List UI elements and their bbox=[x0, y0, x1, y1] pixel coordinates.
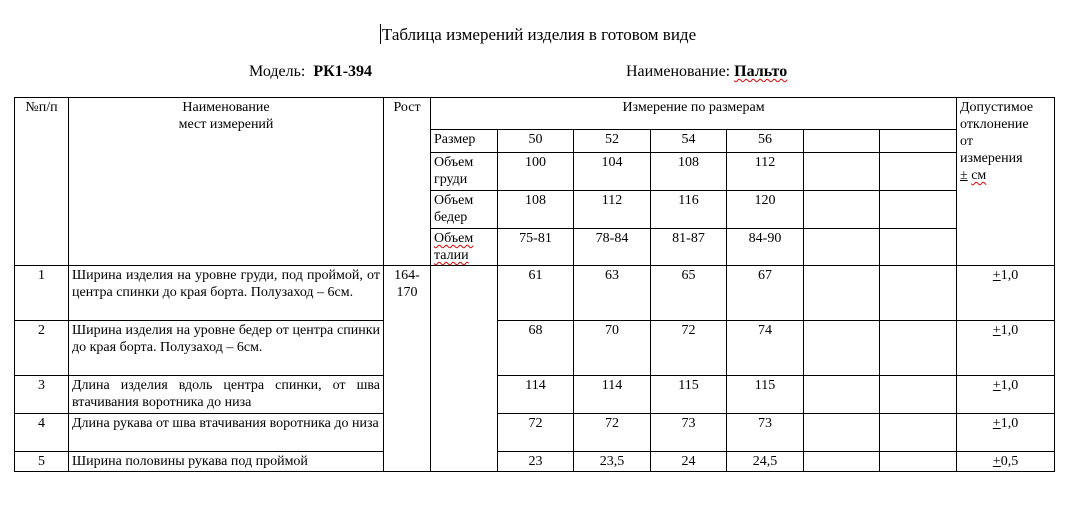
row-value: 115 bbox=[727, 376, 804, 414]
row-name: Ширина половины рукава под проймой bbox=[69, 452, 384, 472]
hips-value: 116 bbox=[651, 191, 727, 229]
hips-row-label: Объем бедер bbox=[431, 191, 498, 229]
empty-cell bbox=[804, 229, 880, 266]
header-place-line1: Наименование bbox=[182, 100, 270, 115]
row-name: Ширина изделия на уровне груди, под проймой, от центра спинки до края борта. Полузаход – 6см. bbox=[69, 266, 384, 321]
model-value: РК1-394 bbox=[313, 63, 373, 80]
row-tolerance bbox=[957, 321, 1055, 376]
row-name: Ширина изделия на уровне бедер от центра спинки до края борта. Полузаход – 6см. bbox=[69, 321, 384, 376]
row-tolerance bbox=[957, 452, 1055, 472]
row-tolerance bbox=[957, 376, 1055, 414]
row-value: 114 bbox=[498, 376, 574, 414]
row-value: 67 bbox=[727, 266, 804, 321]
empty-cell bbox=[804, 266, 880, 321]
empty-cell bbox=[880, 414, 957, 452]
header-tol-line2: отклонение bbox=[960, 117, 1029, 132]
waist-value: 84-90 bbox=[727, 229, 804, 266]
waist-value: 78-84 bbox=[574, 229, 651, 266]
row-value: 23,5 bbox=[574, 452, 651, 472]
tol-sign: + bbox=[992, 416, 1001, 431]
hips-value: 120 bbox=[727, 191, 804, 229]
row-name: Длина изделия вдоль центра спинки, от шва втачивания воротника до низа bbox=[69, 376, 384, 414]
chest-value: 108 bbox=[651, 153, 727, 191]
tol-sign: + bbox=[992, 454, 1001, 469]
chest-value: 104 bbox=[574, 153, 651, 191]
row-tolerance bbox=[957, 414, 1055, 452]
size-value: 50 bbox=[498, 130, 574, 153]
empty-cell bbox=[804, 191, 880, 229]
measurements-table bbox=[14, 97, 1055, 472]
row-value: 74 bbox=[727, 321, 804, 376]
header-sizes: Измерение по размерам bbox=[431, 98, 957, 130]
row-value: 73 bbox=[727, 414, 804, 452]
header-num: №п/п bbox=[15, 98, 69, 266]
tol-value: 1,0 bbox=[1000, 268, 1019, 283]
row-value: 23 bbox=[498, 452, 574, 472]
row-num: 2 bbox=[15, 321, 69, 376]
document-title bbox=[0, 24, 1076, 45]
chest-value: 100 bbox=[498, 153, 574, 191]
row-num: 3 bbox=[15, 376, 69, 414]
empty-cell bbox=[804, 153, 880, 191]
header-tol-pm: ± bbox=[960, 168, 968, 183]
hips-value: 108 bbox=[498, 191, 574, 229]
size-row-label: Размер bbox=[431, 130, 498, 153]
name-value: Пальто bbox=[734, 63, 788, 80]
table-row bbox=[15, 414, 1055, 452]
row-value: 70 bbox=[574, 321, 651, 376]
title-text: Таблица измерений изделия в готовом виде bbox=[381, 25, 697, 44]
tol-value: 1,0 bbox=[1000, 378, 1019, 393]
row-num: 4 bbox=[15, 414, 69, 452]
header-tolerance bbox=[957, 98, 1055, 266]
tol-sign: + bbox=[992, 378, 1001, 393]
row-value: 68 bbox=[498, 321, 574, 376]
empty-cell bbox=[880, 266, 957, 321]
empty-cell bbox=[880, 191, 957, 229]
name-line bbox=[626, 63, 787, 81]
chest-value: 112 bbox=[727, 153, 804, 191]
model-line bbox=[249, 63, 372, 81]
text-cursor bbox=[380, 24, 381, 44]
header-height: Рост bbox=[384, 98, 431, 266]
name-label: Наименование: bbox=[626, 63, 731, 80]
header-tol-line1: Допустимое bbox=[960, 100, 1034, 115]
row-value: 72 bbox=[574, 414, 651, 452]
empty-cell bbox=[804, 376, 880, 414]
row-value: 114 bbox=[574, 376, 651, 414]
row-value: 65 bbox=[651, 266, 727, 321]
size-value: 56 bbox=[727, 130, 804, 153]
empty-cell bbox=[880, 229, 957, 266]
chest-row-label: Объем груди bbox=[431, 153, 498, 191]
empty-cell bbox=[880, 376, 957, 414]
waist-value: 81-87 bbox=[651, 229, 727, 266]
empty-cell bbox=[804, 452, 880, 472]
row-value: 72 bbox=[651, 321, 727, 376]
header-place bbox=[69, 98, 384, 266]
waist-label-text: Объем талии bbox=[434, 231, 474, 263]
header-place-line2: мест измерений bbox=[178, 117, 274, 132]
waist-value: 75-81 bbox=[498, 229, 574, 266]
row-value: 61 bbox=[498, 266, 574, 321]
empty-cell bbox=[880, 452, 957, 472]
row-num: 1 bbox=[15, 266, 69, 321]
table-row bbox=[15, 266, 1055, 321]
row-value: 63 bbox=[574, 266, 651, 321]
empty-cell bbox=[880, 153, 957, 191]
row-value: 24 bbox=[651, 452, 727, 472]
empty-cell bbox=[880, 130, 957, 153]
empty-cell bbox=[880, 321, 957, 376]
table-row bbox=[15, 376, 1055, 414]
row-value: 24,5 bbox=[727, 452, 804, 472]
tol-value: 0,5 bbox=[1000, 454, 1019, 469]
row-name: Длина рукава от шва втачивания воротника до низа bbox=[69, 414, 384, 452]
hips-value: 112 bbox=[574, 191, 651, 229]
waist-row-label bbox=[431, 229, 498, 266]
tol-sign: + bbox=[992, 323, 1001, 338]
header-tol-line4: измерения bbox=[960, 151, 1023, 166]
tol-value: 1,0 bbox=[1000, 416, 1019, 431]
row-value: 73 bbox=[651, 414, 727, 452]
header-tol-unit: см bbox=[971, 168, 987, 183]
table-row bbox=[15, 452, 1055, 472]
empty-cell bbox=[804, 414, 880, 452]
size-value: 52 bbox=[574, 130, 651, 153]
tol-sign: + bbox=[992, 268, 1001, 283]
model-label: Модель: bbox=[249, 63, 306, 80]
row-num: 5 bbox=[15, 452, 69, 472]
table-row bbox=[15, 321, 1055, 376]
row-value: 72 bbox=[498, 414, 574, 452]
empty-cell bbox=[431, 266, 498, 472]
empty-cell bbox=[804, 321, 880, 376]
header-tol-line3: от bbox=[960, 134, 973, 149]
height-value: 164-170 bbox=[384, 266, 431, 472]
row-value: 115 bbox=[651, 376, 727, 414]
empty-cell bbox=[804, 130, 880, 153]
tol-value: 1,0 bbox=[1000, 323, 1019, 338]
size-value: 54 bbox=[651, 130, 727, 153]
row-tolerance bbox=[957, 266, 1055, 321]
